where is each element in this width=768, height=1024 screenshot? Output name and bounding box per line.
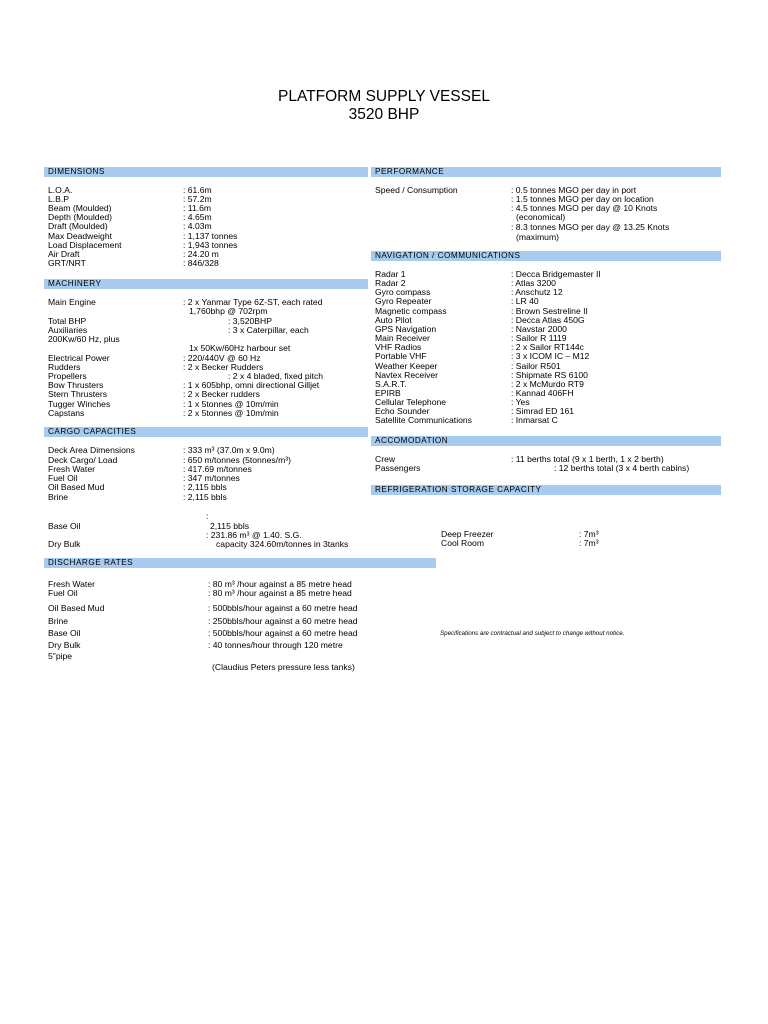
row-value: : 4.03m <box>183 221 212 232</box>
row-value: : 3,520BHP <box>228 316 272 326</box>
refrigeration-heading: REFRIGERATION STORAGE CAPACITY <box>371 485 721 495</box>
row-value: : Simrad ED 161 <box>511 406 575 417</box>
row-label: GRT/NRT <box>48 257 86 268</box>
row-value: : Kannad 406FH <box>511 387 574 398</box>
row-label: Max Deadweight <box>48 230 113 241</box>
row-value: : 7m³ <box>579 538 599 548</box>
base-oil-volume: : 231.86 m³ @ 1.40. S.G. <box>206 530 302 540</box>
row-value: : 11 berths total (9 x 1 berth, 1 x 2 berth) <box>511 454 664 464</box>
navigation-heading: NAVIGATION / COMMUNICATIONS <box>371 251 721 261</box>
row-value: : Yes <box>511 397 530 408</box>
row-label: Deck Cargo/ Load <box>48 455 118 465</box>
claudius-note: (Claudius Peters pressure less tanks) <box>212 662 355 672</box>
performance-line: : 8.3 tonnes MGO per day @ 13.25 Knots <box>511 222 670 232</box>
row-label: Magnetic compass <box>375 305 447 316</box>
machinery-heading: MACHINERY <box>44 279 368 289</box>
discharge-heading: DISCHARGE RATES <box>44 558 436 568</box>
row-value: : 2 x McMurdo RT9 <box>511 378 584 389</box>
row-label: Auto Pilot <box>375 314 412 325</box>
performance-line: (maximum) <box>516 232 559 242</box>
document-subtitle: 3520 BHP <box>348 106 420 123</box>
row-label: Depth (Moulded) <box>48 212 113 223</box>
row-label: Stern Thrusters <box>48 389 108 400</box>
row-value: : 1 x 605bhp, omni directional Gilljet <box>183 380 320 391</box>
row-value: : 2 x 5tonnes @ 10m/min <box>183 407 279 418</box>
accommodation-heading: ACCOMODATION <box>371 436 721 446</box>
row-value: : Navstar 2000 <box>511 323 567 334</box>
row-label: Total BHP <box>48 316 87 326</box>
row-value: : 2 x Becker rudders <box>183 389 260 400</box>
dry-bulk-label: Dry Bulk <box>48 539 81 549</box>
row-label: Fuel Oil <box>48 473 78 483</box>
row-label: Bow Thrusters <box>48 380 104 391</box>
row-value: : Inmarsat C <box>511 415 558 426</box>
row-label: Cellular Telephone <box>375 397 447 408</box>
document-title: PLATFORM SUPPLY VESSEL <box>278 88 490 105</box>
row-value: : 846/328 <box>183 257 219 268</box>
row-label: VHF Radios <box>375 342 422 353</box>
row-value: : 2,115 bbls <box>183 482 227 492</box>
row-value: : 61.6m <box>183 185 212 195</box>
main-engine-rating: 1,760bhp @ 702rpm <box>189 306 268 316</box>
row-value: : 2 x Sailor RT144c <box>511 342 584 353</box>
row-label: Brine <box>48 616 69 626</box>
row-label: Portable VHF <box>375 351 427 362</box>
row-value: : 7m³ <box>579 529 599 539</box>
performance-line: : 1.5 tonnes MGO per day on location <box>511 194 654 204</box>
performance-heading: PERFORMANCE <box>371 167 721 177</box>
row-value: : 347 m/tonnes <box>183 473 240 483</box>
row-label: Fresh Water <box>48 579 95 589</box>
row-label: Fuel Oil <box>48 588 78 598</box>
row-value: : 333 m³ (37.0m x 9.0m) <box>183 445 275 455</box>
row-label: L.B.P <box>48 194 70 205</box>
row-label: Fresh Water <box>48 464 95 474</box>
row-label: Crew <box>375 454 396 464</box>
row-label: Draft (Moulded) <box>48 221 108 232</box>
row-value: : Atlas 3200 <box>511 278 556 289</box>
row-value: : 2 x 4 bladed, fixed pitch <box>228 371 324 382</box>
row-value: : 250bbls/hour against a 60 metre head <box>208 616 358 626</box>
row-label: Beam (Moulded) <box>48 203 112 214</box>
row-value: : 4.65m <box>183 212 212 223</box>
row-label: Echo Sounder <box>375 406 430 417</box>
row-label: Cool Room <box>441 538 484 548</box>
row-label: Deck Area Dimensions <box>48 445 135 455</box>
row-label: Satellite Communications <box>375 415 472 426</box>
row-label: Gyro Repeater <box>375 296 432 307</box>
dry-bulk-capacity: capacity 324.60m/tonnes in 3tanks <box>216 539 349 549</box>
row-label: Radar 2 <box>375 278 406 289</box>
row-label: Electrical Power <box>48 353 110 363</box>
row-value: : Anschutz 12 <box>511 287 563 298</box>
performance-line: : 0.5 tonnes MGO per day in port <box>511 185 637 195</box>
row-label: GPS Navigation <box>375 323 437 334</box>
row-value: : 500bbls/hour against a 60 metre head <box>208 603 358 613</box>
row-label: Propellers <box>48 371 87 382</box>
row-value: : 11.6m <box>183 203 212 214</box>
row-value: : 2 x Becker Rudders <box>183 362 264 373</box>
row-label: Oil Based Mud <box>48 482 105 492</box>
row-value: : 650 m/tonnes (5tonnes/m³) <box>183 455 291 465</box>
row-value: : 417.69 m/tonnes <box>183 464 252 474</box>
row-value: : 1 x 5tonnes @ 10m/min <box>183 398 279 409</box>
performance-line: (economical) <box>516 212 566 222</box>
row-label: Gyro compass <box>375 287 431 298</box>
row-label: Weather Keeper <box>375 360 438 371</box>
row-label: S.A.R.T. <box>375 378 407 389</box>
row-label: Radar 1 <box>375 269 406 279</box>
row-value: : Decca Atlas 450G <box>511 314 585 325</box>
base-oil-label: Base Oil <box>48 521 81 531</box>
row-label: Air Draft <box>48 248 80 259</box>
row-value: : Brown Sestreline II <box>511 305 588 316</box>
row-value: : LR 40 <box>511 296 539 307</box>
row-label: L.O.A. <box>48 185 73 195</box>
row-value: : 57.2m <box>183 194 212 205</box>
row-label: Rudders <box>48 362 81 373</box>
row-label: Dry Bulk <box>48 640 81 650</box>
row-value: : Sailor R501 <box>511 360 561 371</box>
row-value: : Decca Bridgemaster II <box>511 269 601 279</box>
row-label: Main Engine <box>48 297 96 307</box>
pipe-size: 5"pipe <box>48 651 73 661</box>
row-value: : 1,943 tonnes <box>183 239 238 250</box>
row-value: : 24.20 m <box>183 248 219 259</box>
row-value: : 500bbls/hour against a 60 metre head <box>208 628 358 638</box>
base-oil-capacity: 2,115 bbls <box>210 521 250 531</box>
row-label: Main Receiver <box>375 333 430 344</box>
row-label: Capstans <box>48 407 85 418</box>
row-value: : 3 x ICOM IC – M12 <box>511 351 590 362</box>
row-label: Oil Based Mud <box>48 603 105 613</box>
auxiliaries-detail: 200Kw/60 Hz, plus <box>48 334 120 344</box>
specifications-note: Specifications are contractual and subject to change without notice. <box>440 630 625 637</box>
row-value: : Shipmate RS 6100 <box>511 369 588 380</box>
row-value: : 2,115 bbls <box>183 492 227 502</box>
row-label: Brine <box>48 492 69 502</box>
row-value: : 3 x Caterpillar, each <box>228 325 309 335</box>
performance-line: : 4.5 tonnes MGO per day @ 10 Knots <box>511 203 658 213</box>
row-label: Passengers <box>375 463 421 473</box>
row-value: : 12 berths total (3 x 4 berth cabins) <box>554 463 690 473</box>
row-label: Tugger Winches <box>48 398 111 409</box>
dimensions-heading: DIMENSIONS <box>44 167 368 177</box>
cargo-heading: CARGO CAPACITIES <box>44 427 368 437</box>
cargo-colon: : <box>206 511 209 521</box>
row-value: : 80 m³ /hour against a 85 metre head <box>208 588 352 598</box>
row-label: Load Displacement <box>48 239 122 250</box>
row-label: EPIRB <box>375 387 401 398</box>
row-label: Navtex Receiver <box>375 369 439 380</box>
row-value: : 80 m³ /hour against a 85 metre head <box>208 579 352 589</box>
row-value: : 2 x Yanmar Type 6Z-ST, each rated <box>183 297 323 307</box>
row-value: : Sailor R 1119 <box>511 333 567 344</box>
speed-consumption-label: Speed / Consumption <box>375 185 458 195</box>
row-label: Deep Freezer <box>441 529 494 539</box>
row-value: : 220/440V @ 60 Hz <box>183 353 261 363</box>
row-value: : 1,137 tonnes <box>183 230 238 241</box>
row-label: Auxiliaries <box>48 325 88 335</box>
row-label: Base Oil <box>48 628 81 638</box>
row-value: : 40 tonnes/hour through 120 metre <box>208 640 343 650</box>
harbour-set: 1x 50Kw/60Hz harbour set <box>189 343 291 353</box>
